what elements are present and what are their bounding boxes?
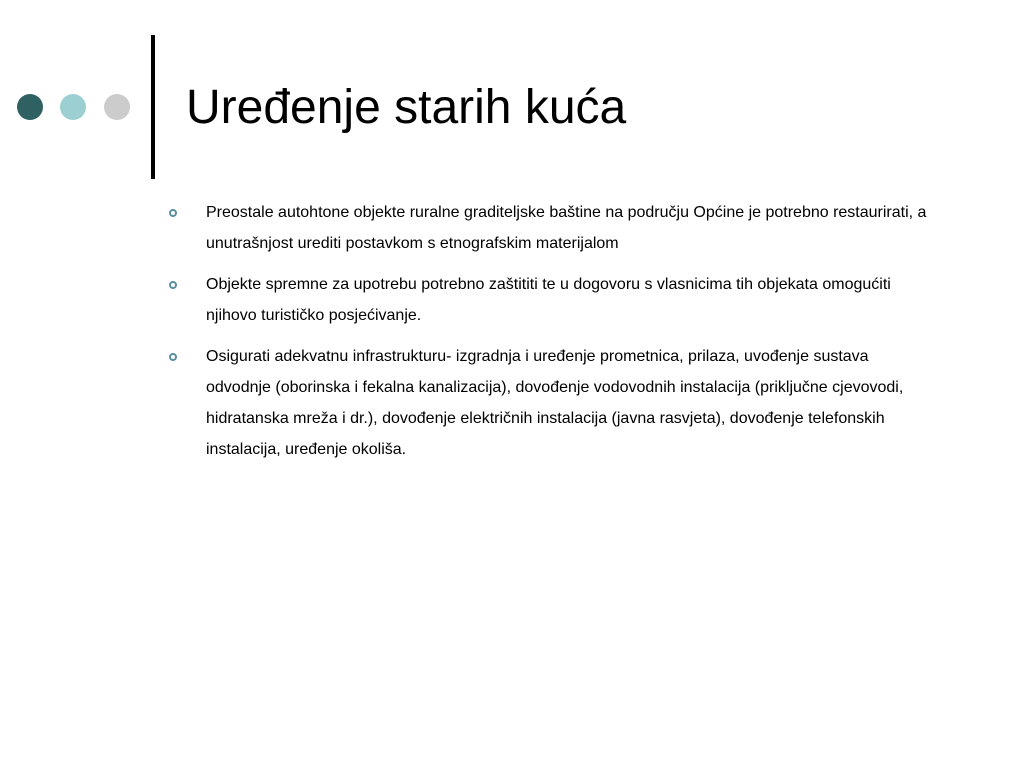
- bullet-item: [166, 341, 936, 465]
- slide-title: Uređenje starih kuća: [186, 81, 627, 134]
- bullet-ring-icon: [169, 209, 177, 217]
- bullet-text: Osigurati adekvatnu infrastrukturu- izgradnja i uređenje prometnica, prilaza, uvođenje sustava odvodnje (oborinska i fekalna kanalizacija), dovođenje vodovodnih instalacija (priključne cjevovodi, hidratanska mreža i dr.), dovođenje električnih instalacija (javna rasvjeta), dovođenje telefonskih instalacija, uređenje okoliša.: [206, 348, 904, 458]
- decorative-dot-teal: [60, 94, 86, 120]
- bullet-item: [166, 269, 936, 331]
- bullet-list: [166, 197, 936, 475]
- bullet-item: [166, 197, 936, 259]
- decorative-dot-dark: [17, 94, 43, 120]
- bullet-ring-icon: [169, 281, 177, 289]
- bullet-ring-icon: [169, 353, 177, 361]
- decorative-dot-gray: [104, 94, 130, 120]
- bullet-text: Preostale autohtone objekte ruralne graditeljske baštine na području Općine je potrebno restaurirati, a unutrašnjost urediti postavkom s etnografskim materijalom: [206, 204, 927, 252]
- bullet-text: Objekte spremne za upotrebu potrebno zaštititi te u dogovoru s vlasnicima tih objekata omogućiti njihovo turističko posjećivanje.: [206, 276, 891, 324]
- title-divider-line: [151, 35, 155, 179]
